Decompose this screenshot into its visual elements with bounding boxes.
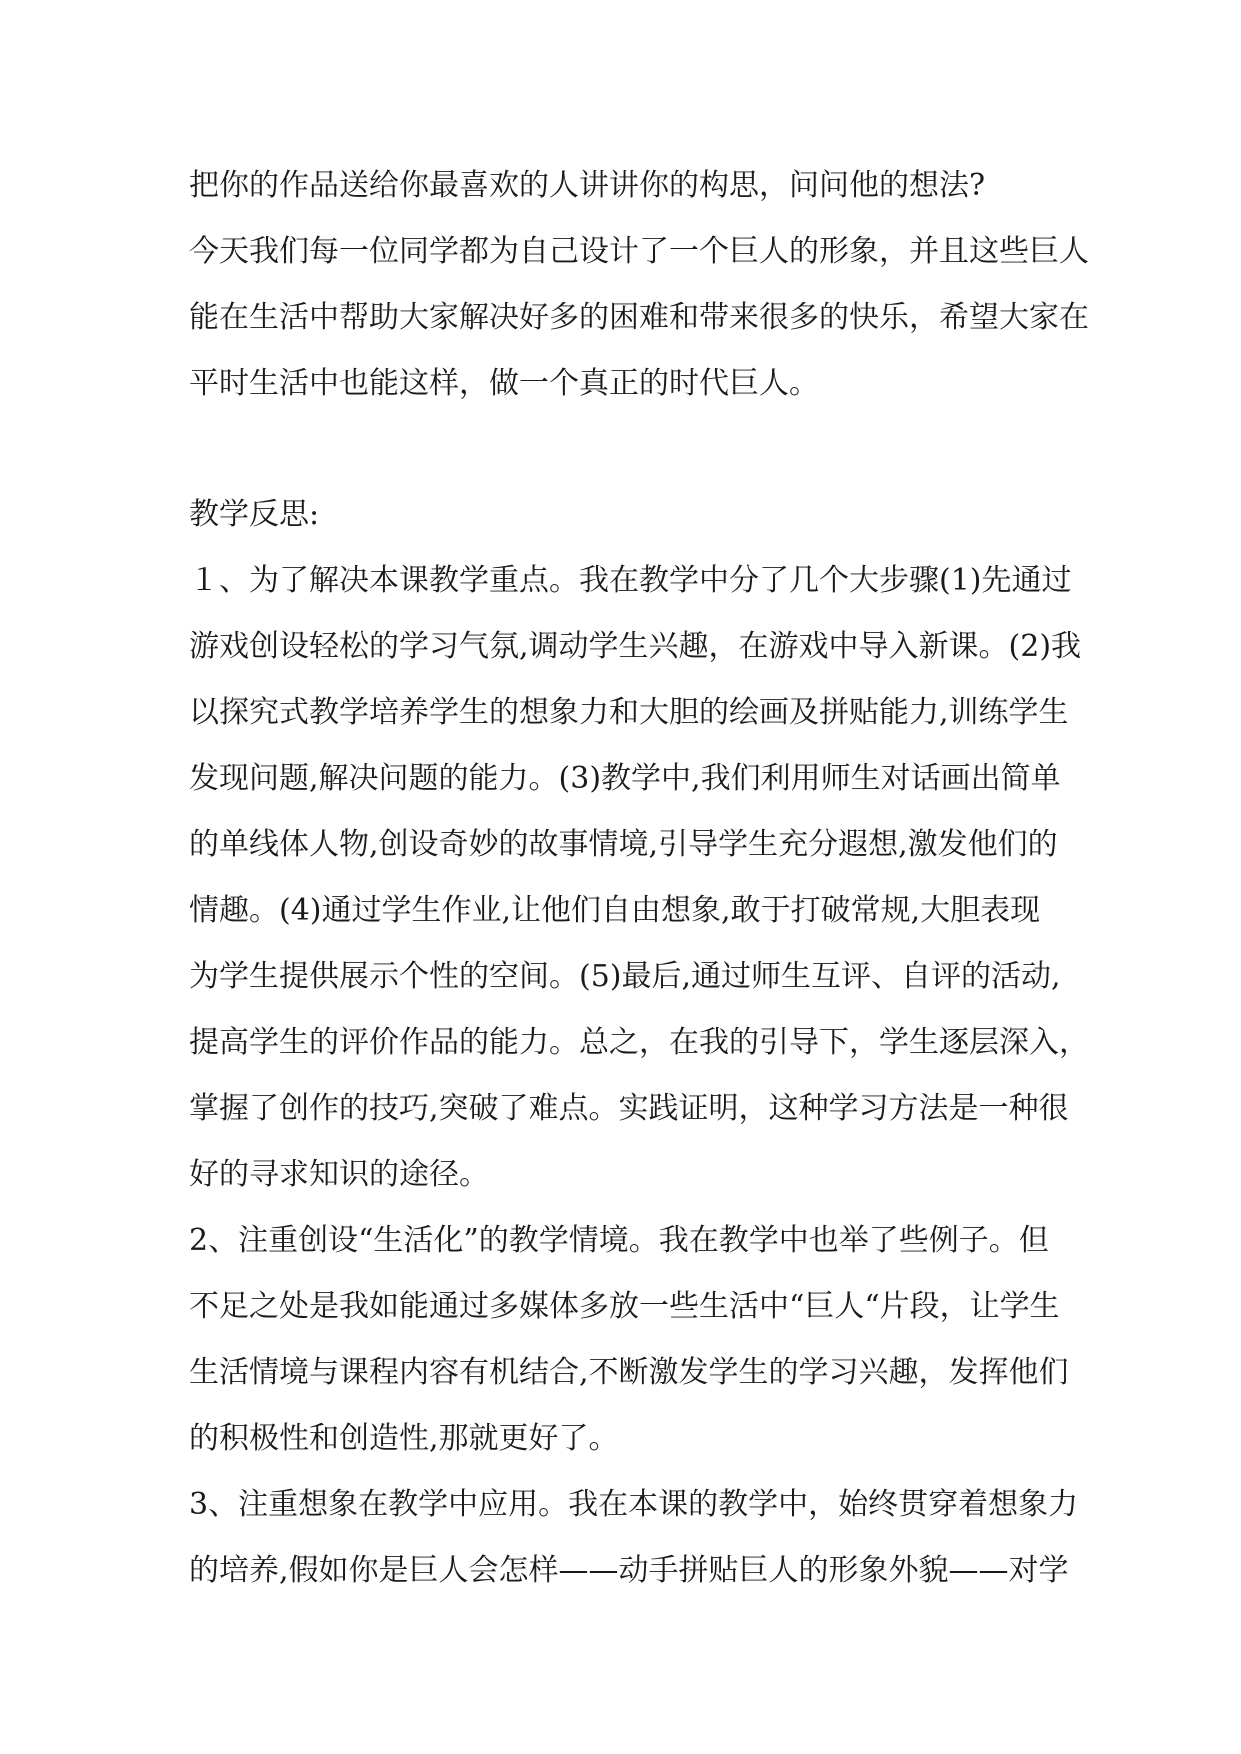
text-line: 能在生活中帮助大家解决好多的困难和带来很多的快乐，希望大家在 (189, 300, 1089, 335)
text-line: 情趣。(4)通过学生作业,让他们自由想象,敢于打破常规,大胆表现 (189, 893, 1041, 928)
text-line: 以探究式教学培养学生的想象力和大胆的绘画及拼贴能力,训练学生 (189, 695, 1069, 730)
text-line: 2、注重创设“生活化”的教学情境。我在教学中也举了些例子。但 (189, 1223, 1049, 1258)
text-line: 发现问题,解决问题的能力。(3)教学中,我们利用师生对话画出简单 (189, 761, 1061, 796)
text-line: 3、注重想象在教学中应用。我在本课的教学中，始终贯穿着想象力 (189, 1487, 1079, 1522)
text-line: 的单线体人物,创设奇妙的故事情境,引导学生充分遐想,激发他们的 (189, 827, 1058, 862)
text-line: １、为了解决本课教学重点。我在教学中分了几个大步骤(1)先通过 (189, 563, 1072, 598)
text-line: 掌握了创作的技巧,突破了难点。实践证明，这种学习方法是一种很 (189, 1091, 1069, 1126)
text-line: 游戏创设轻松的学习气氛,调动学生兴趣，在游戏中导入新课。(2)我 (189, 629, 1082, 664)
text-line: 的积极性和创造性,那就更好了。 (189, 1421, 619, 1456)
text-line: 把你的作品送给你最喜欢的人讲讲你的构思，问问他的想法? (189, 168, 986, 203)
text-line: 为学生提供展示个性的空间。(5)最后,通过师生互评、自评的活动, (189, 959, 1061, 994)
text-line: 生活情境与课程内容有机结合,不断激发学生的学习兴趣，发挥他们 (189, 1355, 1069, 1390)
text-line: 不足之处是我如能通过多媒体多放一些生活中“巨人“片段，让学生 (189, 1289, 1060, 1324)
section-heading: 教学反思: (189, 497, 320, 532)
text-line: 提高学生的评价作品的能力。总之，在我的引导下，学生逐层深入， (189, 1025, 1089, 1060)
text-line: 的培养,假如你是巨人会怎样——动手拼贴巨人的形象外貌——对学 (189, 1553, 1069, 1588)
text-line: 今天我们每一位同学都为自己设计了一个巨人的形象，并且这些巨人 (189, 234, 1089, 269)
text-line: 平时生活中也能这样，做一个真正的时代巨人。 (189, 366, 819, 401)
text-line: 好的寻求知识的途径。 (189, 1157, 489, 1192)
